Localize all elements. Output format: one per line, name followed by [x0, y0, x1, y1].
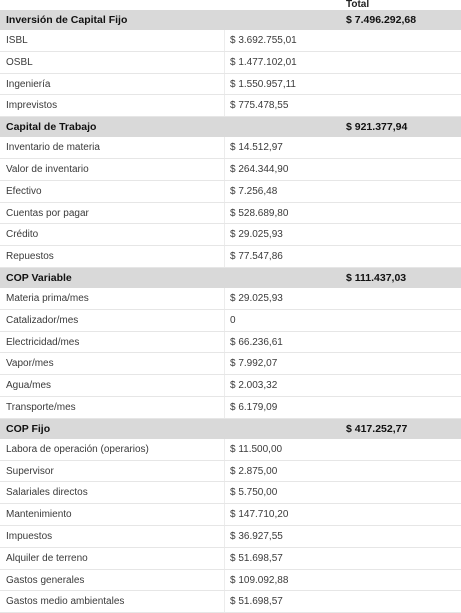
- row-label: Gastos medio ambientales: [6, 596, 125, 608]
- row-label: Ingeniería: [6, 78, 51, 90]
- column-divider: [224, 224, 225, 245]
- table-row: [0, 397, 461, 419]
- table-row: [0, 310, 461, 332]
- column-divider: [224, 570, 225, 591]
- table-row: [0, 288, 461, 310]
- section-total: $ 417.252,77: [346, 422, 408, 435]
- table-row: [0, 461, 461, 483]
- table-row: [0, 570, 461, 592]
- row-label: Supervisor: [6, 465, 54, 477]
- table-row: [0, 439, 461, 461]
- table-row: [0, 30, 461, 52]
- section-header: [0, 10, 461, 30]
- table-row: [0, 332, 461, 354]
- column-divider: [224, 548, 225, 569]
- row-value: $ 264.344,90: [230, 163, 289, 175]
- column-divider: [224, 74, 225, 95]
- row-label: Labora de operación (operarios): [6, 443, 149, 455]
- section-header: [0, 117, 461, 137]
- table-row: [0, 246, 461, 268]
- column-divider: [224, 137, 225, 158]
- column-divider: [224, 30, 225, 51]
- table-header: [0, 0, 461, 10]
- table-row: [0, 591, 461, 613]
- row-label: Imprevistos: [6, 100, 58, 112]
- column-divider: [224, 159, 225, 180]
- row-value: $ 7.256,48: [230, 185, 278, 197]
- table-row: [0, 482, 461, 504]
- row-value: $ 51.698,57: [230, 552, 283, 564]
- table-row: [0, 504, 461, 526]
- row-value: 0: [230, 314, 236, 326]
- table-row: [0, 52, 461, 74]
- row-label: Efectivo: [6, 185, 42, 197]
- row-value: $ 1.477.102,01: [230, 56, 297, 68]
- row-value: $ 36.927,55: [230, 530, 283, 542]
- table-row: [0, 548, 461, 570]
- row-value: $ 2.875,00: [230, 465, 278, 477]
- column-divider: [224, 332, 225, 353]
- row-label: Gastos generales: [6, 574, 85, 586]
- row-label: Agua/mes: [6, 380, 52, 392]
- section-total: $ 111.437,03: [346, 271, 407, 284]
- column-divider: [224, 439, 225, 460]
- row-value: $ 11.500,00: [230, 443, 283, 455]
- row-label: Mantenimiento: [6, 509, 72, 521]
- row-value: $ 775.478,55: [230, 100, 289, 112]
- section-title: COP Fijo: [6, 422, 51, 435]
- column-divider: [224, 526, 225, 547]
- column-divider: [224, 461, 225, 482]
- column-divider: [224, 181, 225, 202]
- row-value: $ 3.692.755,01: [230, 35, 297, 46]
- section-title: COP Variable: [6, 271, 72, 284]
- row-label: Vapor/mes: [6, 358, 54, 370]
- row-label: Impuestos: [6, 530, 53, 542]
- table-body: [0, 10, 461, 613]
- total-column-header: Total: [346, 0, 370, 10]
- column-divider: [224, 397, 225, 418]
- row-label: Catalizador/mes: [6, 314, 79, 326]
- row-label: Transporte/mes: [6, 401, 76, 413]
- table-row: [0, 181, 461, 203]
- row-value: $ 29.025,93: [230, 292, 283, 304]
- column-divider: [224, 95, 225, 116]
- column-divider: [224, 288, 225, 309]
- table-row: [0, 375, 461, 397]
- row-value: $ 7.992,07: [230, 358, 278, 370]
- row-label: Repuestos: [6, 251, 54, 263]
- table-row: [0, 137, 461, 159]
- table-row: [0, 526, 461, 548]
- row-value: $ 528.689,80: [230, 207, 289, 219]
- section-title: Inversión de Capital Fijo: [6, 14, 128, 26]
- column-divider: [224, 482, 225, 503]
- table-row: [0, 353, 461, 375]
- section-header: [0, 268, 461, 288]
- table-row: [0, 203, 461, 225]
- row-value: $ 109.092,88: [230, 574, 289, 586]
- row-value: $ 66.236,61: [230, 336, 283, 348]
- table-row: [0, 95, 461, 117]
- row-value: $ 2.003,32: [230, 380, 278, 392]
- row-value: $ 77.547,86: [230, 251, 283, 263]
- row-value: $ 14.512,97: [230, 142, 283, 154]
- row-label: Crédito: [6, 229, 39, 241]
- section-header: [0, 419, 461, 439]
- row-label: Cuentas por pagar: [6, 207, 89, 219]
- column-divider: [224, 310, 225, 331]
- row-label: Salariales directos: [6, 487, 88, 499]
- column-divider: [224, 353, 225, 374]
- column-divider: [224, 203, 225, 224]
- section-title: Capital de Trabajo: [6, 121, 97, 134]
- row-label: Materia prima/mes: [6, 292, 89, 304]
- row-label: Electricidad/mes: [6, 336, 80, 348]
- table-row: [0, 224, 461, 246]
- row-value: $ 6.179,09: [230, 401, 278, 413]
- row-label: Alquiler de terreno: [6, 552, 88, 564]
- row-value: $ 51.698,57: [230, 596, 283, 608]
- row-label: OSBL: [6, 56, 33, 68]
- column-divider: [224, 52, 225, 73]
- row-value: $ 29.025,93: [230, 229, 283, 241]
- table-row: [0, 74, 461, 96]
- column-divider: [224, 375, 225, 396]
- row-label: Valor de inventario: [6, 163, 89, 175]
- row-value: $ 1.550.957,11: [230, 78, 296, 90]
- table-row: [0, 159, 461, 181]
- row-value: $ 5.750,00: [230, 487, 278, 499]
- row-value: $ 147.710,20: [230, 509, 289, 521]
- row-label: Inventario de materia: [6, 142, 100, 154]
- column-divider: [224, 246, 225, 267]
- section-total: $ 921.377,94: [346, 121, 408, 134]
- row-label: ISBL: [6, 35, 28, 46]
- column-divider: [224, 504, 225, 525]
- section-total: $ 7.496.292,68: [346, 14, 417, 26]
